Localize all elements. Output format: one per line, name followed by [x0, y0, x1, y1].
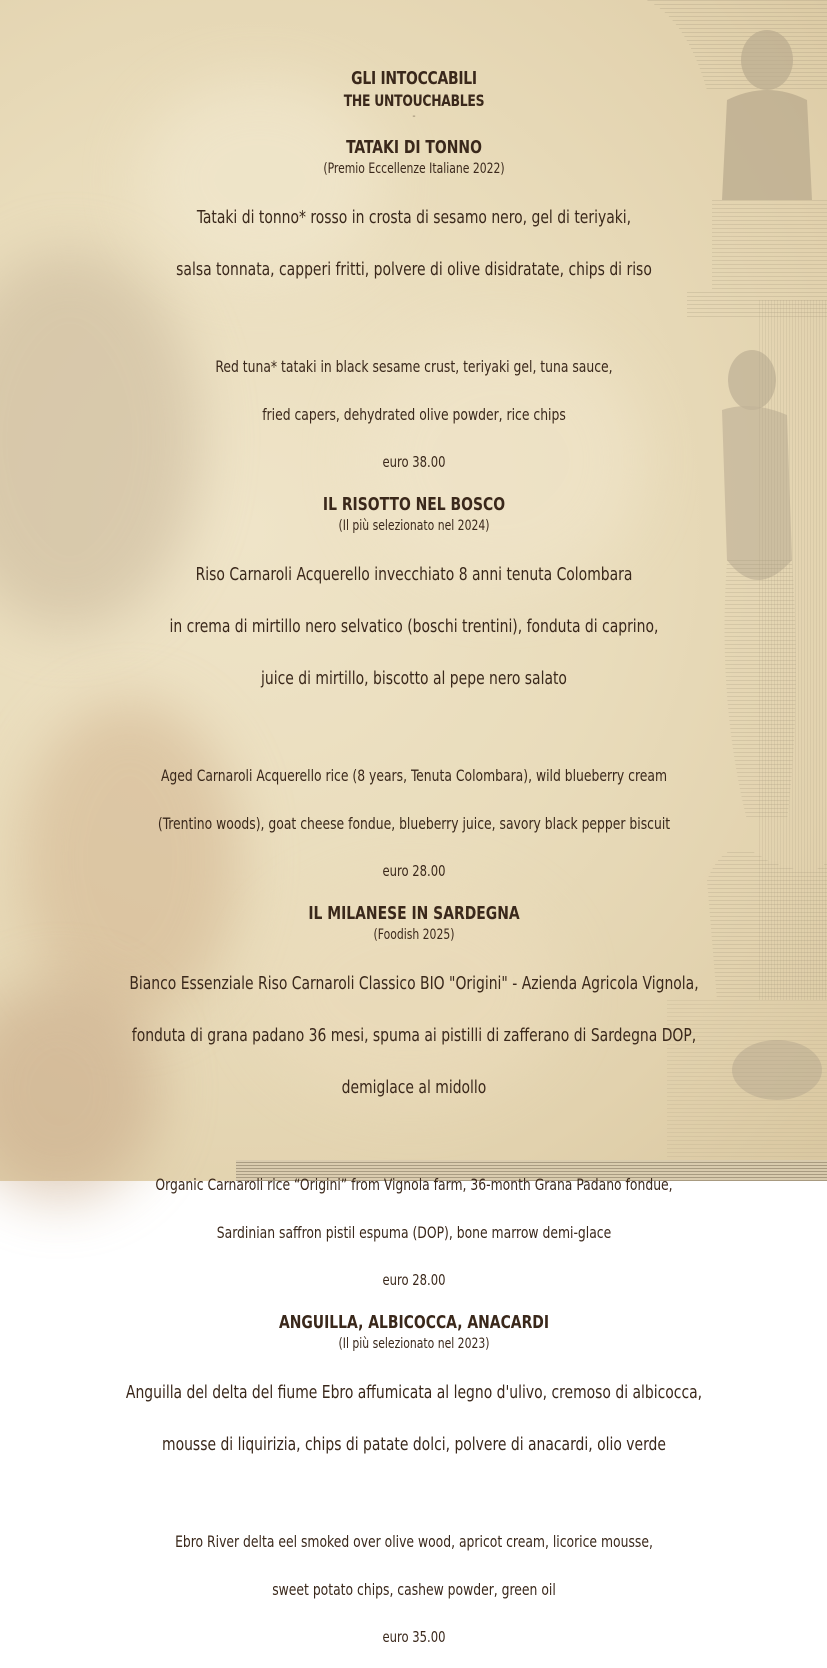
dish-award: (Il più selezionato nel 2023)	[338, 1336, 490, 1352]
dish-description-it: Tataki di tonno* rosso in crosta di sesamo nero, gel di teriyaki, salsa tonnata, capperi fritti, polvere di olive disidratate, chips di riso	[176, 207, 652, 280]
dish-name: IL MILANESE IN SARDEGNA	[308, 903, 520, 924]
section-subtitle: THE UNTOUCHABLES	[343, 91, 485, 110]
dish-description-en: Ebro River delta eel smoked over olive wood, apricot cream, licorice mousse, sweet potato chips, cashew powder, green oil	[175, 1532, 653, 1599]
menu-content	[40, 68, 788, 1668]
dish-price: euro 28.00	[382, 862, 446, 880]
dish-price: euro 28.00	[382, 1271, 446, 1289]
dish-description-it: Anguilla del delta del fiume Ebro affumicata al legno d'ulivo, cremoso di albicocca, mousse di liquirizia, chips di patate dolci, polvere di anacardi, olio verde	[125, 1382, 703, 1455]
dish-award: (Foodish 2025)	[373, 927, 455, 943]
dish-item	[40, 902, 788, 1291]
dish-description-it: Bianco Essenziale Riso Carnaroli Classico BIO "Origini" - Azienda Agricola Vignola, fonduta di grana padano 36 mesi, spuma ai pistilli di zafferano di Sardegna DOP, demiglace al midollo	[129, 973, 699, 1098]
dish-price: euro 38.00	[382, 453, 446, 471]
dish-price: euro 35.00	[382, 1628, 446, 1646]
dish-item	[40, 1311, 788, 1648]
dish-name: TATAKI DI TONNO	[346, 137, 482, 158]
dish-description-en: Red tuna* tataki in black sesame crust, teriyaki gel, tuna sauce, fried capers, dehydrated olive powder, rice chips	[215, 357, 613, 424]
dish-award: (Premio Eccellenze Italiane 2022)	[323, 161, 505, 177]
dish-description-it: Riso Carnaroli Acquerello invecchiato 8 anni tenuta Colombara in crema di mirtillo nero selvatico (boschi trentini), fonduta di caprino, juice di mirtillo, biscotto al pepe nero salato	[169, 564, 659, 689]
dish-description-en: Organic Carnaroli rice “Origini” from Vignola farm, 36-month Grana Padano fondue, Sardinian saffron pistil espuma (DOP), bone marrow demi-glace	[155, 1175, 673, 1242]
dish-item	[40, 493, 788, 882]
dish-name: ANGUILLA, ALBICOCCA, ANACARDI	[278, 1312, 550, 1333]
dish-description-en: Aged Carnaroli Acquerello rice (8 years, Tenuta Colombara), wild blueberry cream (Trentino woods), goat cheese fondue, blueberry juice, savory black pepper biscuit	[157, 766, 671, 833]
dish-name: IL RISOTTO NEL BOSCO	[322, 494, 506, 515]
separator: -	[412, 111, 416, 122]
dish-award: (Il più selezionato nel 2024)	[338, 518, 490, 534]
dish-item	[40, 136, 788, 473]
section-title: GLI INTOCCABILI	[351, 68, 477, 89]
